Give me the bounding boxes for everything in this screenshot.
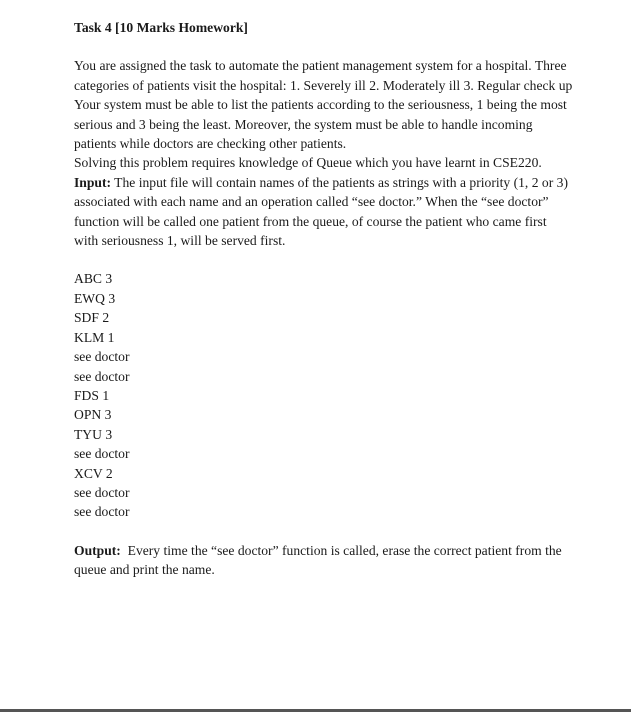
input-text: The input file will contain names of the patients as strings with a priority (1, 2 or 3) associated with each name and an operation called “see doctor.” When the “see doctor” function will be called one patient from the queue, of course the patient who came first with seriousness 1, will be served first. <box>74 174 568 249</box>
sample-input-line: see doctor <box>74 446 130 462</box>
sample-input-line: SDF 2 <box>74 310 110 326</box>
input-label: Input: <box>74 174 112 190</box>
output-label: Output: <box>74 542 121 558</box>
sample-input-line: TYU 3 <box>74 426 113 442</box>
spacer <box>74 522 574 541</box>
sample-input-line: see doctor <box>74 349 130 365</box>
sample-input-line: XCV 2 <box>74 465 113 481</box>
sample-input-line: KLM 1 <box>74 329 115 345</box>
document-page <box>74 18 574 580</box>
output-text: Every time the “see doctor” function is called, erase the correct patient from the queue and print the name. <box>74 542 566 578</box>
sample-input-list <box>74 269 574 521</box>
intro-paragraph-1: You are assigned the task to automate the patient management system for a hospital. Three categories of patients visit the hospital: 1. Severely ill 2. Moderately ill 3. Regular check up <box>74 58 573 93</box>
spacer <box>74 250 574 269</box>
output-description <box>74 541 574 580</box>
sample-input-line: FDS 1 <box>74 387 110 403</box>
sample-input-line: see doctor <box>74 484 130 500</box>
spacer <box>74 37 574 56</box>
sample-input-line: OPN 3 <box>74 407 112 423</box>
intro-paragraph-3: Solving this problem requires knowledge of Queue which you have learnt in CSE220. <box>74 155 542 171</box>
sample-input-line: see doctor <box>74 368 130 384</box>
input-description <box>74 173 574 251</box>
sample-input-line: ABC 3 <box>74 271 113 287</box>
task-title: Task 4 [10 Marks Homework] <box>74 20 248 35</box>
sample-input-line: see doctor <box>74 504 130 520</box>
intro-paragraph-2: Your system must be able to list the patients according to the seriousness, 1 being the most serious and 3 being the least. Moreover, the system must be able to handle incoming patients while doctors are checking other patients. <box>74 97 567 152</box>
sample-input-line: EWQ 3 <box>74 290 116 306</box>
